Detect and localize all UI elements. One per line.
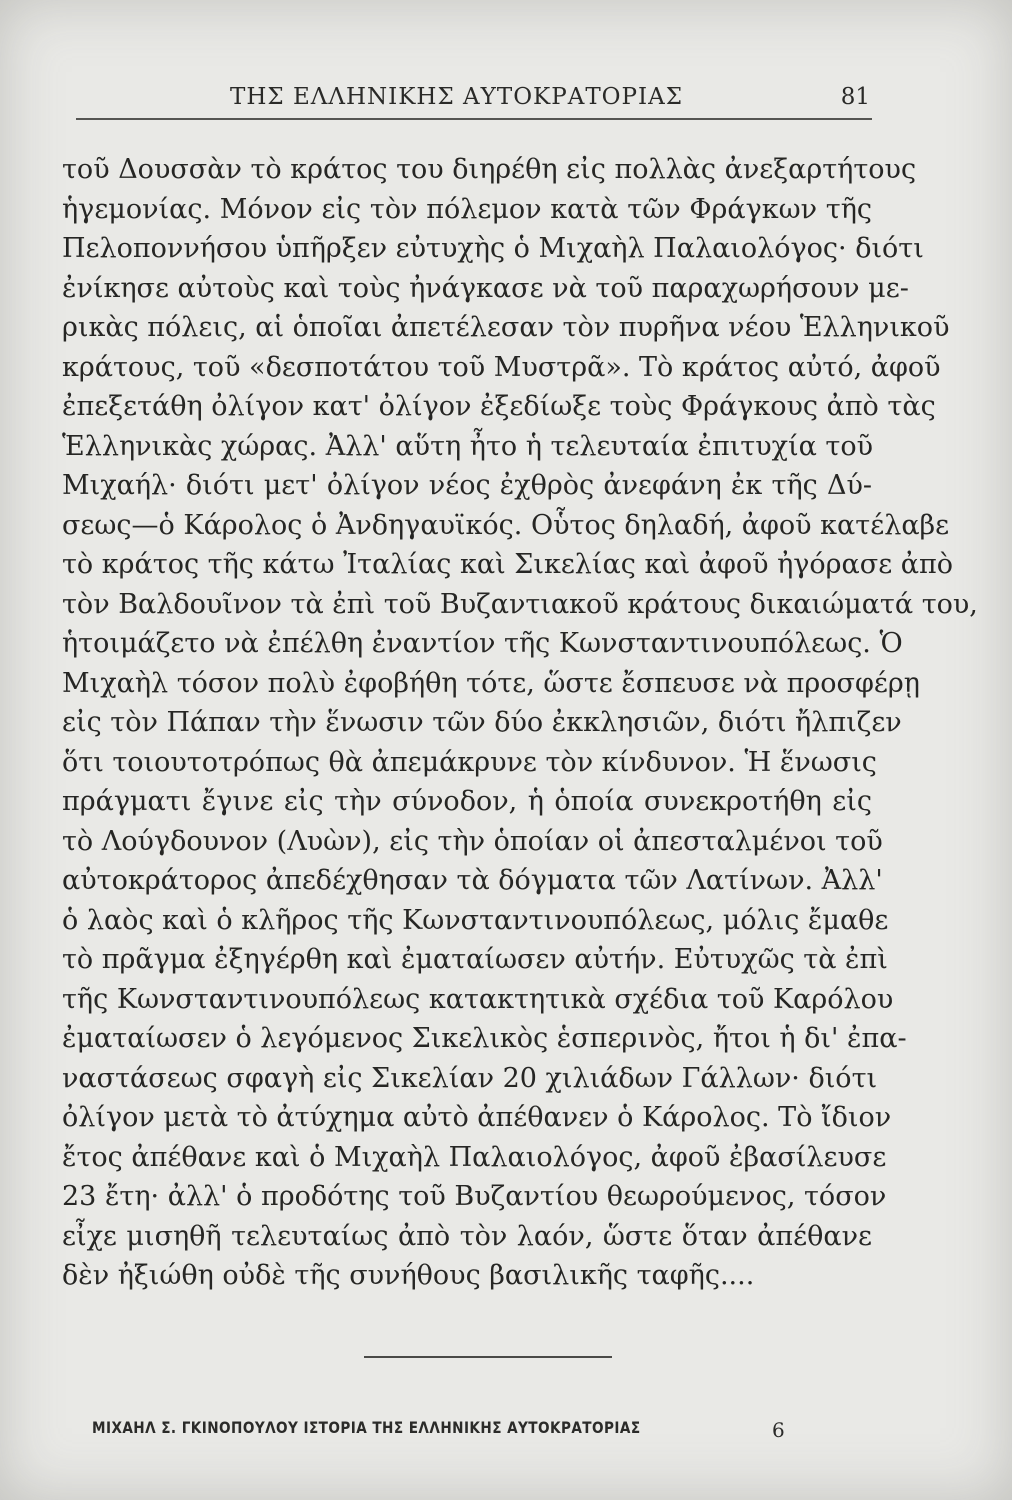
text-line: σεως—ὁ Κάρολος ὁ Ἀνδηγαυϊκός. Οὗτος δηλαδή, ἀφοῦ κατέλαβε <box>62 509 950 541</box>
text-line: τὸ Λούγδουνον (Λυὼν), εἰς τὴν ὁποίαν οἱ ἀπεσταλμένοι τοῦ <box>62 825 883 857</box>
text-line: ἔτος ἀπέθανε καὶ ὁ Μιχαὴλ Παλαιολόγος, ἀφοῦ ἐβασίλευσε <box>62 1141 887 1173</box>
text-line: τὸν Βαλδουῖνον τὰ ἐπὶ τοῦ Βυζαντιακοῦ κράτους δικαιώματά του, <box>62 588 978 620</box>
text-line: ναστάσεως σφαγὴ εἰς Σικελίαν 20 χιλιάδων Γάλλων· διότι <box>62 1062 878 1094</box>
text-line: Μιχαὴλ τόσον πολὺ ἐφοβήθη τότε, ὥστε ἔσπευσε νὰ προσφέρῃ <box>62 667 920 699</box>
text-line: ἐματαίωσεν ὁ λεγόμενος Σικελικὸς ἑσπερινὸς, ἤτοι ἡ δι' ἐπα- <box>62 1023 907 1054</box>
signature-line: ΜΙΧΑΗΛ Σ. ΓΚΙΝΟΠΟΥΛΟΥ ΙΣΤΟΡΙΑ ΤΗΣ ΕΛΛΗΝΙΚΗΣ ΑΥΤΟΚΡΑΤΟΡΙΑΣ <box>92 1418 641 1437</box>
header-rule <box>76 118 872 120</box>
text-line: ἐπεξετάθη ὀλίγον κατ' ὀλίγον ἐξεδίωξε τοὺς Φράγκους ἀπὸ τὰς <box>62 391 936 422</box>
text-line: τὸ πρᾶγμα ἐξηγέρθη καὶ ἐματαίωσεν αὐτήν. Εὐτυχῶς τὰ ἐπὶ <box>62 944 888 975</box>
text-line: τῆς Κωνσταντινουπόλεως κατακτητικὰ σχέδια τοῦ Καρόλου <box>62 983 894 1015</box>
text-line: ὅτι τοιουτοτρόπως θὰ ἀπεμάκρυνε τὸν κίνδυνον. Ἡ ἕνωσις <box>62 746 877 778</box>
text-line: Πελοποννήσου ὑπῆρξεν εὐτυχὴς ὁ Μιχαὴλ Παλαιολόγος· διότι <box>62 233 924 264</box>
text-line: εἶχε μισηθῆ τελευταίως ἀπὸ τὸν λαόν, ὥστε ὅταν ἀπέθανε <box>62 1220 872 1252</box>
text-line: αὐτοκράτορος ἀπεδέχθησαν τὰ δόγματα τῶν Λατίνων. Ἀλλ' <box>62 865 883 896</box>
text-line: εἰς τὸν Πάπαν τὴν ἕνωσιν τῶν δύο ἐκκλησιῶν, διότι ἤλπιζεν <box>62 707 902 738</box>
text-line: 23 ἔτη· ἀλλ' ὁ προδότης τοῦ Βυζαντίου θεωρούμενος, τόσον <box>62 1181 887 1212</box>
text-line-last: δὲν ἠξιώθη οὐδὲ τῆς συνήθους βασιλικῆς ταφῆς.... <box>62 1260 755 1291</box>
text-line: ἡγεμονίας. Μόνον εἰς τὸν πόλεμον κατὰ τῶν Φράγκων τῆς <box>62 193 872 225</box>
text-line: κράτους, τοῦ «δεσποτάτου τοῦ Μυστρᾶ». Τὸ κράτος αὐτό, ἀφοῦ <box>62 351 941 383</box>
body-text <box>62 150 978 1296</box>
text-line: τοῦ Δουσσὰν τὸ κράτος του διηρέθη εἰς πολλὰς ἀνεξαρτήτους <box>62 154 917 185</box>
page-footer <box>92 1418 792 1452</box>
text-line: ρικὰς πόλεις, αἱ ὁποῖαι ἀπετέλεσαν τὸν πυρῆνα νέου Ἑλληνικοῦ <box>62 312 950 343</box>
text-line: ὀλίγον μετὰ τὸ ἀτύχημα αὐτὸ ἀπέθανεν ὁ Κάρολος. Τὸ ἴδιον <box>62 1102 892 1133</box>
running-title: ΤΗΣ ΕΛΛΗΝΙΚΗΣ ΑΥΤΟΚΡΑΤΟΡΙΑΣ <box>230 84 683 110</box>
text-line: πράγματι ἔγινε εἰς τὴν σύνοδον, ἡ ὁποία συνεκροτήθη εἰς <box>62 786 872 817</box>
text-line: Ἑλληνικὰς χώρας. Ἀλλ' αὕτη ἦτο ἡ τελευταία ἐπιτυχία τοῦ <box>62 430 874 462</box>
page-number: 81 <box>840 84 870 110</box>
text-line: τὸ κράτος τῆς κάτω Ἰταλίας καὶ Σικελίας καὶ ἀφοῦ ἠγόρασε ἀπὸ <box>62 549 954 580</box>
text-line: ἐνίκησε αὐτοὺς καὶ τοὺς ἠνάγκασε νὰ τοῦ παραχωρήσουν με- <box>62 272 909 304</box>
text-line: Μιχαήλ· διότι μετ' ὀλίγον νέος ἐχθρὸς ἀνεφάνη ἐκ τῆς Δύ- <box>62 470 872 501</box>
closing-rule <box>364 1356 612 1358</box>
text-line: ἡτοιμάζετο νὰ ἐπέλθη ἐναντίον τῆς Κωνσταντινουπόλεως. Ὁ <box>62 628 903 659</box>
page-header <box>60 84 870 114</box>
signature-mark: 6 <box>772 1418 785 1442</box>
text-line: ὁ λαὸς καὶ ὁ κλῆρος τῆς Κωνσταντινουπόλεως, μόλις ἔμαθε <box>62 904 889 936</box>
